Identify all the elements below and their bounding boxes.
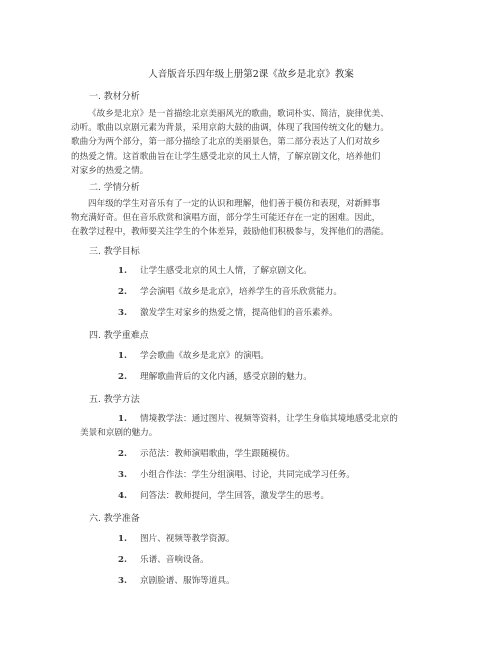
list-item	[118, 489, 329, 501]
paragraph-line: 歌曲分为两个部分，第一部分描绘了北京的美丽景色，第二部分表达了人们对故乡	[71, 137, 381, 148]
list-item	[118, 532, 235, 544]
list-item	[118, 306, 338, 318]
page-title: 人音版音乐四年级上册第2课《故乡是北京》教案	[148, 69, 354, 80]
list-number: 2.	[118, 555, 127, 565]
paragraph-line: 四年级的学生对音乐有了一定的认识和理解，他们善于模仿和表现，对新鲜事	[88, 199, 381, 209]
list-number: 2.	[118, 449, 127, 459]
list-number: 4.	[118, 491, 127, 501]
list-number: 1.	[118, 414, 127, 424]
list-item	[118, 468, 355, 480]
list-text: 让学生感受北京的风土人情，了解京剧文化。	[140, 266, 312, 276]
section-paragraph	[71, 197, 433, 240]
list-item	[118, 285, 342, 297]
list-number: 1.	[118, 266, 127, 276]
list-item	[118, 264, 312, 276]
list-item-continuation: 美景和京剧的魅力。	[80, 428, 158, 438]
list-number: 1.	[118, 351, 127, 361]
list-text: 学会演唱《故乡是北京》，培养学生的音乐欣赏能力。	[140, 287, 342, 297]
section-heading: 六. 教学准备	[89, 514, 140, 524]
list-text: 理解歌曲背后的文化内涵，感受京剧的魅力。	[140, 372, 312, 382]
list-number: 3.	[118, 470, 127, 480]
list-item	[118, 574, 235, 586]
list-text: 情境教学法：通过图片、视频等资料，让学生身临其境地感受北京的	[140, 414, 398, 424]
list-text: 图片、视频等教学资源。	[140, 534, 235, 544]
list-item	[118, 447, 295, 459]
list-text: 示范法：教师演唱歌曲，学生跟随模仿。	[140, 449, 295, 459]
section-heading: 五. 教学方法	[89, 395, 140, 405]
list-text: 学会歌曲《故乡是北京》的演唱。	[140, 351, 269, 361]
list-item	[118, 553, 209, 565]
section-heading: 一. 教材分析	[89, 92, 140, 102]
list-number: 2.	[118, 372, 127, 382]
list-text: 乐谱、音响设备。	[140, 555, 209, 565]
section-paragraph	[71, 107, 433, 178]
list-number: 3.	[118, 308, 127, 318]
paragraph-line: 的热爱之情。这首歌曲旨在让学生感受北京的风土人情，了解京剧文化，培养他们	[71, 151, 381, 162]
list-item	[118, 349, 269, 361]
list-item	[118, 370, 312, 382]
section-heading: 四. 教学重难点	[89, 331, 149, 341]
list-number: 3.	[118, 576, 127, 586]
list-number: 1.	[118, 534, 127, 544]
paragraph-line: 动听。歌曲以京剧元素为背景，采用京韵大鼓的曲调，体现了我国传统文化的魅力。	[71, 123, 389, 134]
section-heading: 三. 教学目标	[89, 247, 140, 257]
list-text: 激发学生对家乡的热爱之情，提高他们的音乐素养。	[140, 308, 338, 318]
paragraph-line: 物充满好奇。但在音乐欣赏和演唱方面，部分学生可能还存在一定的困难。因此，	[71, 213, 381, 224]
paragraph-line: 《故乡是北京》是一首描绘北京美丽风光的歌曲，歌词朴实、简洁，旋律优美、	[88, 109, 389, 119]
list-text: 问答法：教师提问，学生回答，激发学生的思考。	[140, 491, 330, 501]
paragraph-line: 对家乡的热爱之情。	[71, 165, 149, 176]
list-text: 小组合作法：学生分组演唱、讨论，共同完成学习任务。	[140, 470, 355, 480]
list-text: 京剧脸谱、服饰等道具。	[140, 576, 235, 586]
list-item	[118, 412, 398, 424]
list-number: 2.	[118, 287, 127, 297]
section-heading: 二. 学情分析	[89, 183, 140, 193]
paragraph-line: 在教学过程中，教师要关注学生的个体差异，鼓励他们积极参与，发挥他们的潜能。	[71, 227, 389, 238]
